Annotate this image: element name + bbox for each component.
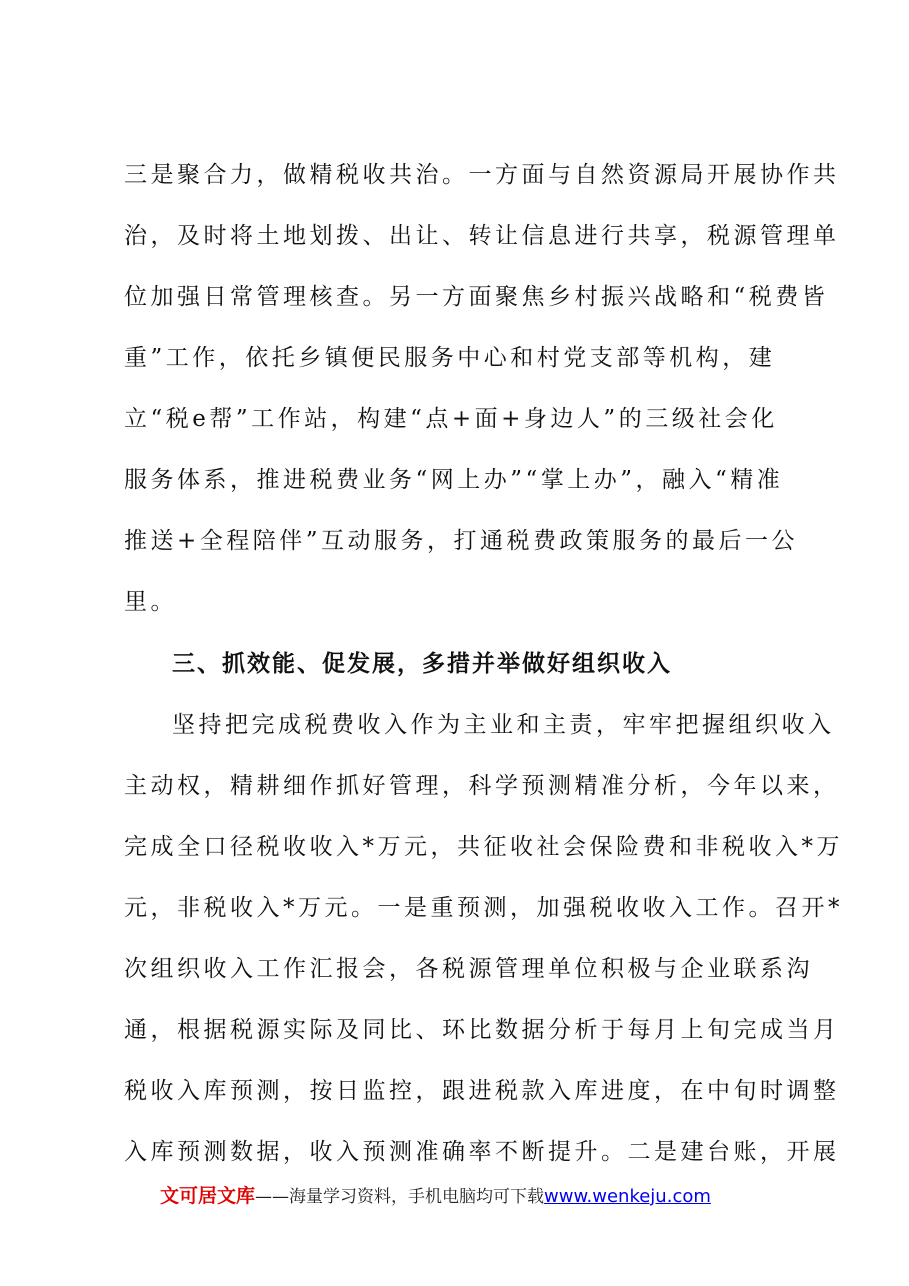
- footer-banner: [160, 1183, 711, 1210]
- paragraph-line: 入库预测数据，收入预测准确率不断提升。二是建台账，开展: [124, 1139, 840, 1165]
- section-heading: 三、抓效能、促发展，多措并举做好组织收入: [172, 651, 672, 677]
- paragraph-line: 重”工作，依托乡镇便民服务中心和村党支部等机构，建: [124, 345, 776, 371]
- paragraph-line: 三是聚合力，做精税收共治。一方面与自然资源局开展协作共: [124, 162, 840, 188]
- paragraph-line: 元，非税收入*万元。一是重预测，加强税收收入工作。召开*: [124, 895, 843, 921]
- website-link[interactable]: www.wenkeju.com: [544, 1186, 711, 1207]
- paragraph-line: 完成全口径税收收入*万元，共征收社会保险费和非税收入*万: [124, 834, 843, 860]
- footer-tagline: ——海量学习资料，手机电脑均可下载: [255, 1187, 545, 1207]
- paragraph-line: 位加强日常管理核查。另一方面聚焦乡村振兴战略和“税费皆: [124, 284, 829, 310]
- paragraph-line: 次组织收入工作汇报会，各税源管理单位积极与企业联系沟: [124, 956, 813, 982]
- paragraph-line: 坚持把完成税费收入作为主业和主责，牢牢把握组织收入: [172, 712, 835, 738]
- paragraph-line: 治，及时将土地划拨、出让、转让信息进行共享，税源管理单: [124, 223, 840, 249]
- brand-name: 文可居文库: [160, 1185, 256, 1207]
- paragraph-line: 里。: [124, 589, 177, 615]
- paragraph-line: 税收入库预测，按日监控，跟进税款入库进度，在中旬时调整: [124, 1078, 840, 1104]
- paragraph-line: 主动权，精耕细作抓好管理，科学预测精准分析，今年以来，: [124, 773, 840, 799]
- paragraph-line: 通，根据税源实际及同比、环比数据分析于每月上旬完成当月: [124, 1017, 840, 1043]
- paragraph-line: 服务体系，推进税费业务“网上办”“掌上办”，融入“精准: [124, 467, 784, 493]
- paragraph-line: 立“税e帮”工作站，构建“点+面+身边人”的三级社会化: [124, 406, 778, 432]
- paragraph-line: 推送+全程陪伴”互动服务，打通税费政策服务的最后一公: [124, 528, 799, 554]
